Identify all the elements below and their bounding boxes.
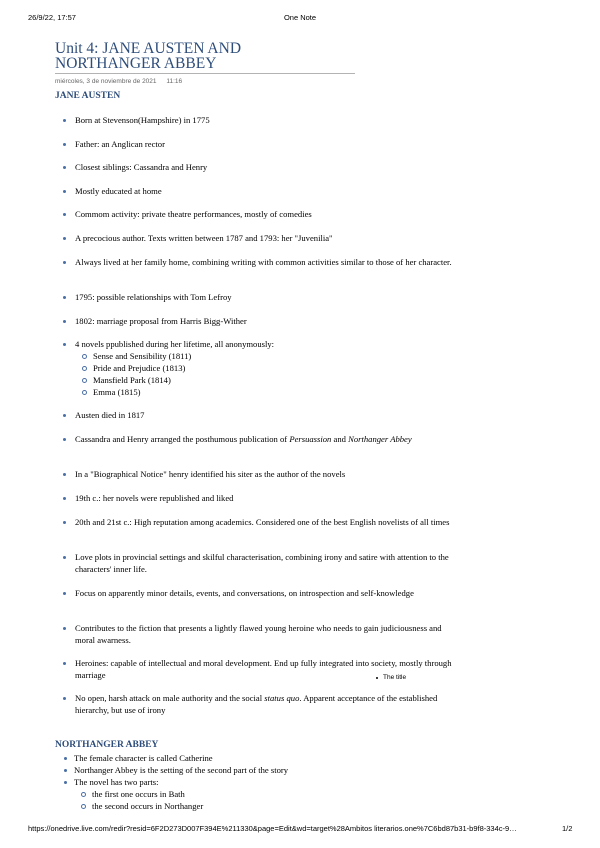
list-item-posthumous bbox=[75, 433, 455, 445]
list-item-status-quo bbox=[75, 692, 455, 716]
page-date: miércoles, 3 de noviembre de 2021 bbox=[55, 78, 157, 85]
list-item: Commom activity: private theatre performances, mostly of comedies bbox=[75, 208, 455, 220]
list-item: A precocious author. Texts written between 1787 and 1793: her "Juvenilia" bbox=[75, 232, 455, 244]
list-item: In a "Biographical Notice" henry identified his siter as the author of the novels bbox=[75, 468, 455, 480]
latin-term: status quo bbox=[264, 693, 300, 703]
list-item: Closest siblings: Cassandra and Henry bbox=[75, 161, 455, 173]
list-item-text: Cassandra and Henry arranged the posthumous publication of bbox=[75, 434, 288, 444]
page-time: 11:16 bbox=[166, 78, 183, 85]
section-heading-austen: JANE AUSTEN bbox=[55, 91, 121, 101]
part-item: the first one occurs in Bath bbox=[92, 788, 454, 800]
list-item: The female character is called Catherine bbox=[74, 752, 454, 764]
print-datetime: 26/9/22, 17:57 bbox=[28, 13, 76, 22]
print-footer-url: https://onedrive.live.com/redir?resid=6F2D273D007F394E%211330&page=Edit&wd=target%28Ambitos literarios.one%7C6bd87b31-b9f8-334c-9… bbox=[28, 824, 517, 833]
list-item: 20th and 21st c.: High reputation among academics. Considered one of the best English novelists of all times bbox=[75, 516, 455, 528]
novel-item: Sense and Sensibility (1811) bbox=[93, 350, 455, 362]
print-page-indicator: 1/2 bbox=[562, 824, 573, 833]
print-app-title: One Note bbox=[283, 13, 317, 22]
conjunction: and bbox=[333, 434, 346, 444]
list-item-parts bbox=[74, 776, 454, 812]
novel-item: Pride and Prejudice (1813) bbox=[93, 362, 455, 374]
page-timestamp bbox=[55, 78, 190, 85]
list-item-text: 4 novels ppublished during her lifetime, all anonymously: bbox=[75, 339, 275, 349]
list-item: 1795: possible relationships with Tom Lefroy bbox=[75, 291, 455, 303]
list-item: Contributes to the fiction that presents a lightly flawed young heroine who needs to gain judiciousness and moral awarness. bbox=[75, 622, 455, 646]
list-item: Northanger Abbey is the setting of the second part of the story bbox=[74, 764, 454, 776]
section-heading-northanger: NORTHANGER ABBEY bbox=[55, 740, 159, 750]
list-item: Heroines: capable of intellectual and moral development. End up fully integrated into society, mostly through marriage bbox=[75, 657, 455, 681]
list-item: Mostly educated at home bbox=[75, 185, 455, 197]
list-item: Always lived at her family home, combining writing with common activities similar to those of her character. bbox=[75, 256, 455, 268]
part-item: the second occurs in Northanger bbox=[92, 800, 454, 812]
list-item: Love plots in provincial settings and skilful characterisation, combining irony and satire with attention to the characters' inner life. bbox=[75, 551, 455, 575]
list-item: Austen died in 1817 bbox=[75, 409, 455, 421]
novel-item: Mansfield Park (1814) bbox=[93, 374, 455, 386]
list-item-text: No open, harsh attack on male authority and the social bbox=[75, 693, 263, 703]
novel-item: Emma (1815) bbox=[93, 386, 455, 398]
list-item-tail: . Apparent acceptance of the established hierarchy, but use of irony bbox=[75, 693, 438, 715]
list-item: Born at Stevenson(Hampshire) in 1775 bbox=[75, 114, 455, 126]
title-divider bbox=[55, 73, 355, 74]
list-item-novels bbox=[75, 338, 455, 398]
page-title: Unit 4: JANE AUSTEN AND NORTHANGER ABBEY bbox=[55, 40, 242, 72]
list-item: Focus on apparently minor details, events, and conversations, on introspection and self-knowledge bbox=[75, 587, 455, 599]
list-item: Father: an Anglican rector bbox=[75, 138, 455, 150]
novel-title: Persuassion bbox=[289, 434, 332, 444]
list-item: 19th c.: her novels were republished and liked bbox=[75, 492, 455, 504]
list-item-text: The novel has two parts: bbox=[74, 777, 159, 787]
side-note: The title bbox=[383, 674, 407, 681]
novel-title: Northanger Abbey bbox=[348, 434, 412, 444]
list-item: 1802: marriage proposal from Harris Bigg-Wither bbox=[75, 315, 455, 327]
